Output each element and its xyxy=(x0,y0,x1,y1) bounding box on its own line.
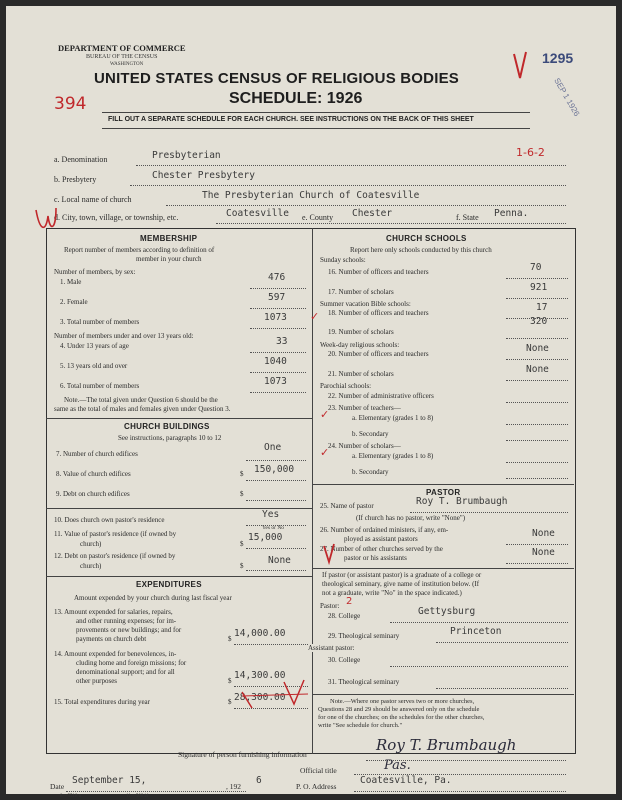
q25-label: 25. Name of pastor xyxy=(320,502,374,510)
q23b-label: b. Secondary xyxy=(352,430,389,438)
q14-line-3: denominational support; and for all xyxy=(76,668,175,676)
official-title-handwritten: Pas. xyxy=(384,758,411,773)
denomination-value: Presbyterian xyxy=(152,150,221,161)
year-digit: 6 xyxy=(256,775,262,786)
q8-dollar: $ xyxy=(240,470,244,478)
q26-line-1: 26. Number of ordained ministers, if any, em- xyxy=(320,526,449,534)
q13-line-2: and other running expenses; for im- xyxy=(76,617,177,625)
summer-label: Summer vacation Bible schools: xyxy=(320,300,411,308)
yes-no-hint: Yes or No xyxy=(262,525,285,531)
q11-label: 11. Value of pastor's residence (if owned by xyxy=(54,530,177,538)
date-label: Date xyxy=(50,782,65,791)
address-value: Coatesville, Pa. xyxy=(360,775,452,786)
city-line xyxy=(216,223,566,224)
state-value: Penna. xyxy=(494,208,529,219)
q20-value: None xyxy=(526,343,549,354)
q18-value: 17 xyxy=(536,302,548,313)
date-line xyxy=(66,791,246,792)
q18-label: 18. Number of officers and teachers xyxy=(328,309,429,317)
q3-label: 3. Total number of members xyxy=(60,318,140,326)
pastor-rule xyxy=(312,484,574,485)
q25-note: (If church has no pastor, write "None") xyxy=(356,514,466,522)
q2-line xyxy=(250,308,306,309)
q31-label: 31. Theological seminary xyxy=(328,678,400,686)
county-label: e. County xyxy=(302,213,334,222)
q19-label: 19. Number of scholars xyxy=(328,328,394,336)
q9-line xyxy=(246,500,306,501)
graduate-line-1: If pastor (or assistant pastor) is a graduate of a college or xyxy=(322,571,482,579)
q16-label: 16. Number of officers and teachers xyxy=(328,268,429,276)
q14-line-4: other purposes xyxy=(76,677,118,685)
q7-label: 7. Number of church edifices xyxy=(56,450,138,458)
census-schedule-form xyxy=(6,6,616,799)
q19-line xyxy=(506,338,568,339)
q8-line xyxy=(246,480,306,481)
buildings-rule xyxy=(46,418,312,419)
q24b-label: b. Secondary xyxy=(352,468,389,476)
q29-label: 29. Theological seminary xyxy=(328,632,400,640)
q11-dollar: $ xyxy=(240,540,244,548)
instruction-rule-bottom xyxy=(102,128,530,129)
q13-value: 14,000.00 xyxy=(234,628,286,639)
q2-label: 2. Female xyxy=(60,298,88,306)
q28-line xyxy=(390,622,568,623)
pastor-note-rule xyxy=(312,694,574,695)
address-label: P. O. Address xyxy=(296,782,337,791)
q24a-label: a. Elementary (grades 1 to 8) xyxy=(352,452,434,460)
presbytery-label: b. Presbytery xyxy=(54,175,97,184)
presbytery-line xyxy=(130,185,566,186)
red-check-q3: ✓ xyxy=(310,310,320,323)
q24-label: 24. Number of scholars— xyxy=(328,442,401,450)
q13-line xyxy=(234,644,308,645)
official-title-label: Official title xyxy=(300,766,337,775)
red-pencil-note: 1-6-2 xyxy=(516,146,545,159)
expenditures-intro: Amount expended by your church during last fiscal year xyxy=(74,594,232,602)
q12-label-2: church) xyxy=(80,562,102,570)
red-check-mark xyxy=(512,50,528,82)
q17-value: 921 xyxy=(530,282,548,293)
date-stamp xyxy=(552,70,588,140)
buildings-heading: CHURCH BUILDINGS xyxy=(124,422,210,431)
graduate-rule xyxy=(312,568,574,569)
red-check-24: ✓ xyxy=(320,446,330,459)
q5-line xyxy=(250,372,306,373)
denomination-label: a. Denomination xyxy=(54,155,108,164)
q11-line xyxy=(246,548,306,549)
q9-label: 9. Debt on church edifices xyxy=(56,490,130,498)
q14-value: 14,300.00 xyxy=(234,670,286,681)
instruction-line: FILL OUT A SEPARATE SCHEDULE FOR EACH CHURCH. SEE INSTRUCTIONS ON THE BACK OF THIS SHEET xyxy=(108,116,474,123)
weekday-label: Week-day religious schools: xyxy=(320,341,400,349)
q13-line-3: provements or new buildings; and for xyxy=(76,626,182,634)
red-sum-mark xyxy=(238,678,310,712)
local-name-label: c. Local name of church xyxy=(54,195,132,204)
q12-value: None xyxy=(268,555,291,566)
q14-dollar: $ xyxy=(228,677,232,685)
form-title: UNITED STATES CENSUS OF RELIGIOUS BODIES xyxy=(94,70,459,87)
q10-value: Yes xyxy=(262,509,280,520)
sunday-label: Sunday schools: xyxy=(320,256,366,264)
parochial-label: Parochial schools: xyxy=(320,382,372,390)
q30-line xyxy=(390,666,568,667)
q16-line xyxy=(506,278,568,279)
expenditures-heading: EXPENDITURES xyxy=(136,580,202,589)
presbytery-value: Chester Presbytery xyxy=(152,170,255,181)
svg-text:SEP 1 1926: SEP 1 1926 xyxy=(552,76,582,118)
membership-intro-1: Report number of members according to definition of xyxy=(64,246,215,254)
date-value: September 15, xyxy=(72,775,147,786)
q25-line xyxy=(410,512,568,513)
pastor-note-2: Questions 28 and 29 should be answered only on the schedule xyxy=(318,706,480,713)
stamp-number: 1295 xyxy=(542,50,574,66)
q23-label: 23. Number of teachers— xyxy=(328,404,401,412)
graduate-line-3: not a graduate, write "No" in the space indicated.) xyxy=(322,589,462,597)
signature-handwritten: Roy T. Brumbaugh xyxy=(376,736,517,754)
red-check-27 xyxy=(322,542,336,564)
q24b-line xyxy=(506,478,568,479)
q12-line xyxy=(246,570,306,571)
q4-line xyxy=(250,352,306,353)
schools-intro: Report here only schools conducted by this church xyxy=(350,246,492,254)
local-name-line xyxy=(166,205,566,206)
signature-label: Signature of person furnishing information xyxy=(178,750,307,759)
county-value: Chester xyxy=(352,208,393,219)
q25-value: Roy T. Brumbaugh xyxy=(416,496,508,507)
q20-label: 20. Number of officers and teachers xyxy=(328,350,429,358)
q9-dollar: $ xyxy=(240,490,244,498)
q3-value: 1073 xyxy=(264,312,287,323)
q17-line xyxy=(506,298,568,299)
q22-label: 22. Number of administrative officers xyxy=(328,392,434,400)
membership-note-2: same as the total of males and females given under Question 3. xyxy=(54,405,231,413)
q11-value: 15,000 xyxy=(248,532,283,543)
membership-intro-2: member in your church xyxy=(136,255,202,263)
q26-line-2: ployed as assistant pastors xyxy=(344,535,418,543)
q28-value: Gettysburg xyxy=(418,606,476,617)
q6-line xyxy=(250,392,306,393)
q8-value: 150,000 xyxy=(254,464,295,475)
expenditures-rule xyxy=(46,576,312,577)
q13-line-4: payments on church debt xyxy=(76,635,147,643)
q22-line xyxy=(506,402,568,403)
q29-value: Princeton xyxy=(450,626,502,637)
q29-line xyxy=(436,642,568,643)
q11-label-2: church) xyxy=(80,540,102,548)
q1-value: 476 xyxy=(268,272,286,283)
bureau-label: BUREAU OF THE CENSUS xyxy=(86,54,158,60)
q7-value: One xyxy=(264,442,282,453)
handwritten-number: 394 xyxy=(54,94,87,114)
q21-label: 21. Number of scholars xyxy=(328,370,394,378)
age-label: Number of members under and over 13 years old: xyxy=(54,332,194,340)
q28-label: 28. College xyxy=(328,612,361,620)
address-line xyxy=(354,791,566,792)
q3-line xyxy=(250,328,306,329)
q10-label: 10. Does church own pastor's residence xyxy=(54,516,165,524)
q1-line xyxy=(250,288,306,289)
q2-value: 597 xyxy=(268,292,286,303)
q27-line xyxy=(506,563,568,564)
q21-value: None xyxy=(526,364,549,375)
pastor-heading: PASTOR xyxy=(426,488,461,497)
q16-value: 70 xyxy=(530,262,542,273)
q15-dollar: $ xyxy=(228,698,232,706)
city-label-field: d. City, town, village, or township, etc. xyxy=(54,213,179,222)
q12-dollar: $ xyxy=(240,562,244,570)
membership-note-1: Note.—The total given under Question 6 should be the xyxy=(64,396,218,404)
city-value: Coatesville xyxy=(226,208,289,219)
state-label: f. State xyxy=(456,213,479,222)
q31-line xyxy=(436,688,568,689)
by-sex-label: Number of members, by sex: xyxy=(54,268,136,276)
schedule-title: SCHEDULE: 1926 xyxy=(229,90,363,107)
q5-label: 5. 13 years old and over xyxy=(60,362,128,370)
q12-label: 12. Debt on pastor's residence (if owned by xyxy=(54,552,176,560)
q23a-label: a. Elementary (grades 1 to 8) xyxy=(352,414,434,422)
column-divider xyxy=(312,228,313,754)
q27-line-2: pastor or his assistants xyxy=(344,554,407,562)
print-number: 11—5084d xyxy=(126,794,149,799)
membership-heading: MEMBERSHIP xyxy=(140,234,198,243)
q4-value: 33 xyxy=(276,336,288,347)
q24a-line xyxy=(506,462,568,463)
q20-line xyxy=(506,359,568,360)
q13-dollar: $ xyxy=(228,635,232,643)
q17-label: 17. Number of scholars xyxy=(328,288,394,296)
pastor-sub: Pastor: xyxy=(320,602,340,610)
pastor-note-1: Note.—Where one pastor serves two or more churches, xyxy=(330,698,475,705)
q1-label: 1. Male xyxy=(60,278,82,286)
red-check-23: ✓ xyxy=(320,408,330,421)
local-name-value: The Presbyterian Church of Coatesville xyxy=(202,190,420,201)
q6-value: 1073 xyxy=(264,376,287,387)
q27-line-1: 27. Number of other churches served by the xyxy=(320,545,443,553)
q30-label: 30. College xyxy=(328,656,361,664)
q21-line xyxy=(506,380,568,381)
q15-label: 15. Total expenditures during year xyxy=(54,698,150,706)
schools-heading: CHURCH SCHOOLS xyxy=(386,234,467,243)
pastor-note-3: for one of the churches; on the schedules for the other churches, xyxy=(318,714,485,721)
q23b-line xyxy=(506,440,568,441)
q5-value: 1040 xyxy=(264,356,287,367)
buildings-intro: See instructions, paragraphs 10 to 12 xyxy=(118,434,222,442)
q8-label: 8. Value of church edifices xyxy=(56,470,131,478)
q7-line xyxy=(246,460,306,461)
department-label: DEPARTMENT OF COMMERCE xyxy=(58,43,186,53)
red-mark-pastor: 2 xyxy=(346,596,353,607)
q13-line-1: 13. Amount expended for salaries, repairs, xyxy=(54,608,173,616)
q26-value: None xyxy=(532,528,555,539)
q23a-line xyxy=(506,424,568,425)
graduate-line-2: theological seminary, give name of institution below. (If xyxy=(322,580,480,588)
pastor-note-4: write "See schedule for church." xyxy=(318,722,403,729)
q14-line-1: 14. Amount expended for benevolences, in- xyxy=(54,650,177,658)
q4-label: 4. Under 13 years of age xyxy=(60,342,129,350)
q27-value: None xyxy=(532,547,555,558)
instruction-rule-top xyxy=(102,112,530,113)
denomination-line xyxy=(136,165,566,166)
q15-value: 28,300.00 xyxy=(234,692,286,703)
form-number: 8—5518 a xyxy=(60,794,81,799)
year-prefix: , 192 xyxy=(226,782,241,791)
q6-label: 6. Total number of members xyxy=(60,382,140,390)
city-label: WASHINGTON xyxy=(110,62,144,67)
q26-line xyxy=(506,544,568,545)
q19-value: 320 xyxy=(530,316,548,327)
assistant-sub: Assistant pastor: xyxy=(308,644,355,652)
q14-line-2: cluding home and foreign missions; for xyxy=(76,659,187,667)
